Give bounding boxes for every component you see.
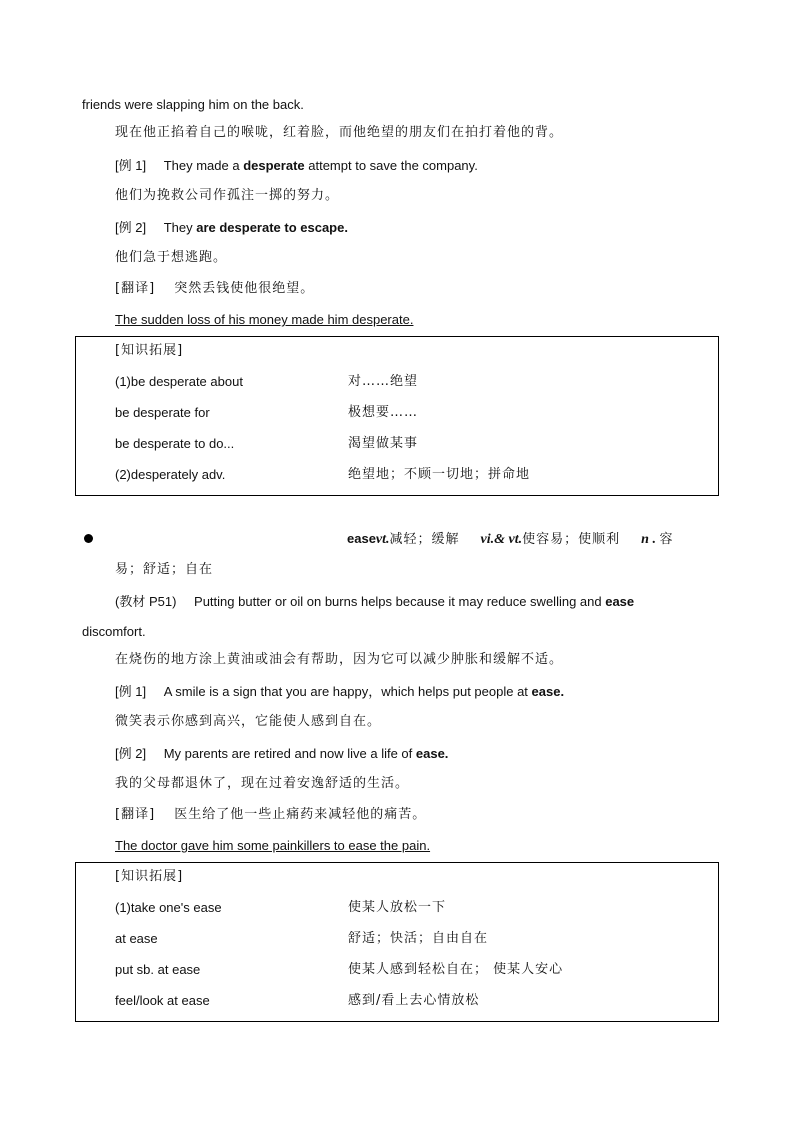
box-phrase: put sb. at ease xyxy=(115,962,201,977)
example-1-translation: 他们为挽救公司作孤注一掷的努力。 xyxy=(115,188,340,203)
box-meaning: 绝望地；不顾一切地；拼命地 xyxy=(348,467,531,482)
example-2-translation: 他们急于想逃跑。 xyxy=(115,250,228,265)
example-1 xyxy=(115,157,478,175)
example-text: attempt to save the company. xyxy=(304,158,478,173)
translation-exercise xyxy=(115,806,426,824)
example-text: They made a xyxy=(163,158,244,173)
example-1 xyxy=(115,683,564,701)
definition: 容 xyxy=(659,532,674,547)
example-tag: [例 2] xyxy=(115,746,147,761)
part-of-speech: vi.& vt. xyxy=(480,532,523,547)
example-2-translation: 我的父母都退休了，现在过着安逸舒适的生活。 xyxy=(115,776,410,791)
box-phrase: be desperate to do... xyxy=(115,436,235,451)
example-text: They xyxy=(163,220,197,235)
translation-prompt: 医生给了他一些止痛药来减轻他的痛苦。 xyxy=(174,807,427,822)
definition-continued: 易；舒适；自在 xyxy=(115,562,214,577)
box-title: [知识拓展] xyxy=(115,869,184,884)
example-tag: [例 1] xyxy=(115,684,147,699)
textbook-tag: (教材 P51) xyxy=(115,594,177,609)
continued-translation: 现在他正掐着自己的喉咙，红着脸，而他绝望的朋友们在拍打着他的背。 xyxy=(115,125,564,140)
keyword: are desperate to escape. xyxy=(196,220,348,235)
definition: 使容易；使顺利 xyxy=(522,532,621,547)
sentence-continued: discomfort. xyxy=(82,624,146,639)
translation-tag: [翻译] xyxy=(115,807,156,822)
translation-tag: [翻译] xyxy=(115,281,156,296)
example-2 xyxy=(115,745,448,763)
box-meaning: 使某人感到轻松自在； 使某人安心 xyxy=(348,962,564,977)
box-meaning: 渴望做某事 xyxy=(348,436,419,451)
example-tag: [例 1] xyxy=(115,158,147,173)
definition: 减轻；缓解 xyxy=(389,532,460,547)
box-meaning: 极想要…… xyxy=(348,405,419,420)
textbook-sentence xyxy=(115,593,634,611)
knowledge-box xyxy=(75,336,719,496)
keyword: ease. xyxy=(531,684,565,699)
example-2 xyxy=(115,219,348,237)
keyword: ease. xyxy=(415,746,449,761)
box-meaning: 舒适；快活；自由自在 xyxy=(348,931,489,946)
box-meaning: 使某人放松一下 xyxy=(348,900,447,915)
sentence-text: Putting butter or oil on burns helps because it may reduce swelling and xyxy=(194,594,606,609)
knowledge-box xyxy=(75,862,719,1022)
example-1-translation: 微笑表示你感到高兴，它能使人感到自在。 xyxy=(115,714,382,729)
translation-prompt: 突然丢钱使他很绝望。 xyxy=(174,281,315,296)
example-tag: [例 2] xyxy=(115,220,147,235)
headword-line xyxy=(347,530,673,549)
keyword: desperate xyxy=(243,158,305,173)
headword: ease xyxy=(347,531,376,546)
box-meaning: 感到/看上去心情放松 xyxy=(348,993,480,1008)
box-title: [知识拓展] xyxy=(115,343,184,358)
translation-answer: The sudden loss of his money made him desperate. xyxy=(115,312,414,327)
example-text: My parents are retired and now live a life of xyxy=(163,746,416,761)
box-phrase: (2)desperately adv. xyxy=(115,467,226,482)
box-phrase: (1)take one's ease xyxy=(115,900,222,915)
part-of-speech: n . xyxy=(641,532,656,547)
box-phrase: (1)be desperate about xyxy=(115,374,243,389)
box-meaning: 对……绝望 xyxy=(348,374,419,389)
bullet-icon xyxy=(84,534,93,543)
textbook-translation: 在烧伤的地方涂上黄油或油会有帮助，因为它可以减少肿胀和缓解不适。 xyxy=(115,652,564,667)
translation-answer: The doctor gave him some painkillers to ease the pain. xyxy=(115,838,431,853)
continued-sentence: friends were slapping him on the back. xyxy=(82,97,304,112)
translation-exercise xyxy=(115,280,314,298)
example-text: A smile is a sign that you are happy，which helps put people at xyxy=(163,684,532,699)
box-phrase: at ease xyxy=(115,931,158,946)
keyword: ease xyxy=(605,594,635,609)
box-phrase: be desperate for xyxy=(115,405,210,420)
box-phrase: feel/look at ease xyxy=(115,993,210,1008)
part-of-speech: vt. xyxy=(375,532,390,547)
